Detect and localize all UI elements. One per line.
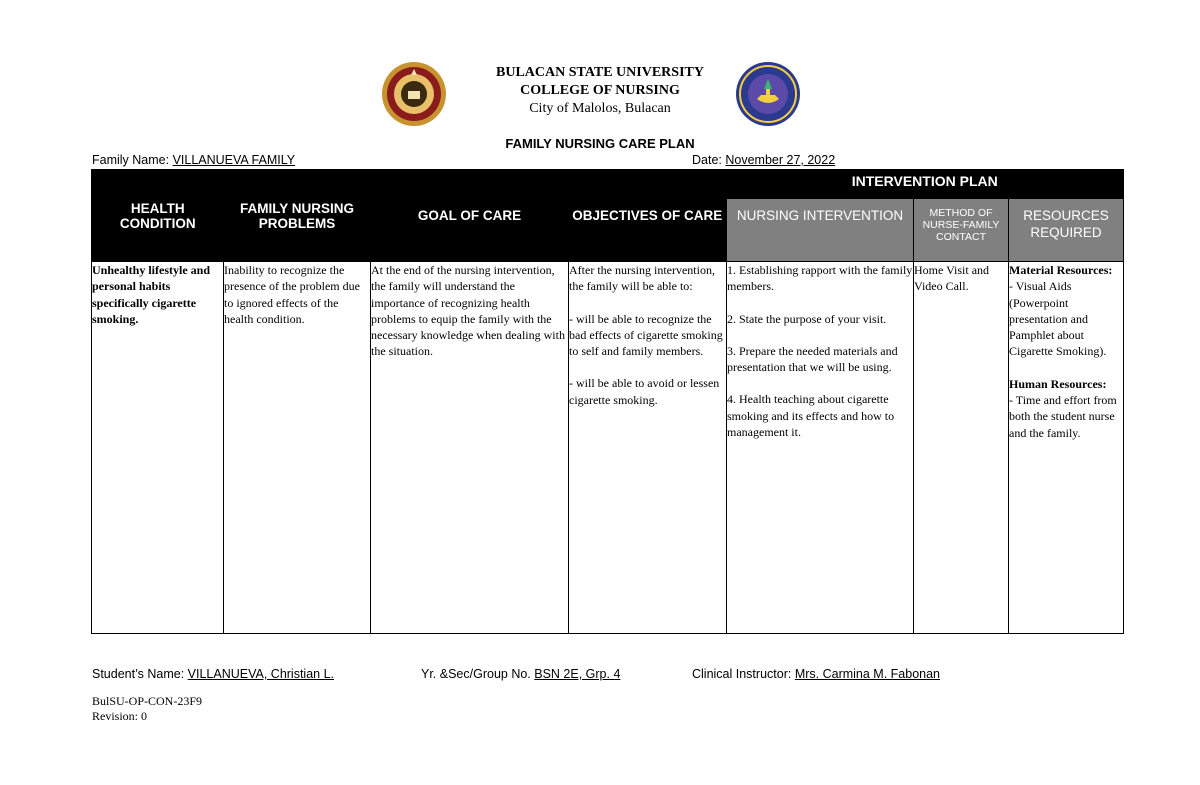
- document-code: BulSU-OP-CON-23F9: [92, 694, 203, 708]
- student-name-value: VILLANUEVA, Christian L.: [187, 667, 335, 681]
- objectives-intro: After the nursing intervention, the family will be able to:: [569, 263, 715, 294]
- student-name-label: Student’s Name:: [92, 667, 188, 681]
- intervention-item: 4. Health teaching about cigarette smoking and its effects and how to management it.: [727, 392, 895, 440]
- date-line: [692, 153, 835, 167]
- col-header-family-problems: FAMILY NURSING PROBLEMS: [224, 170, 371, 262]
- goal-cell: At the end of the nursing intervention, the family will understand the importance of recognizing health problems to equip the family with the necessary knowledge when dealing with the situation.: [371, 262, 569, 634]
- family-name-value: VILLANUEVA FAMILY: [172, 153, 296, 167]
- family-problems-cell: Inability to recognize the presence of the problem due to ignored effects of the health condition.: [224, 262, 371, 634]
- health-condition-cell: Unhealthy lifestyle and personal habits specifically cigarette smoking.: [92, 262, 224, 634]
- university-header: [0, 64, 1200, 118]
- col-header-method-of-contact: METHOD OF NURSE-FAMILY CONTACT: [914, 199, 1009, 262]
- col-header-nursing-intervention: NURSING INTERVENTION: [727, 199, 914, 262]
- resources-cell: [1009, 262, 1124, 634]
- city-name: City of Malolos, Bulacan: [529, 101, 671, 116]
- intervention-item: 2. State the purpose of your visit.: [727, 311, 887, 326]
- nursing-intervention-cell: [727, 262, 914, 634]
- year-section-line: [421, 667, 620, 681]
- student-name-line: [92, 667, 334, 681]
- intervention-item: 3. Prepare the needed materials and presentation that we will be using.: [727, 343, 898, 375]
- care-plan-table: [91, 169, 1124, 634]
- objective-item: - will be able to avoid or lessen cigarette smoking.: [569, 376, 720, 407]
- document-title: FAMILY NURSING CARE PLAN: [505, 136, 695, 151]
- revision-number: Revision: 0: [92, 709, 148, 723]
- intervention-plan-header: INTERVENTION PLAN: [727, 170, 1124, 199]
- col-header-health-condition: HEALTH CONDITION: [92, 170, 224, 262]
- human-resources-label: Human Resources:: [1009, 376, 1107, 391]
- col-header-resources: RESOURCES REQUIRED: [1009, 199, 1124, 262]
- university-name: BULACAN STATE UNIVERSITY: [496, 65, 704, 80]
- year-section-value: BSN 2E, Grp. 4: [534, 667, 621, 681]
- clinical-instructor-value: Mrs. Carmina M. Fabonan: [794, 667, 940, 681]
- date-value: November 27, 2022: [725, 153, 836, 167]
- method-of-contact-cell: Home Visit and Video Call.: [914, 262, 1009, 634]
- material-resources-label: Material Resources:: [1009, 263, 1113, 277]
- date-label: Date:: [692, 153, 726, 167]
- college-name: COLLEGE OF NURSING: [520, 83, 680, 98]
- clinical-instructor-label: Clinical Instructor:: [692, 667, 795, 681]
- material-resources-text: - Visual Aids (Powerpoint presentation and Pamphlet about Cigarette Smoking).: [1009, 279, 1107, 359]
- col-header-goal: GOAL OF CARE: [371, 170, 569, 262]
- human-resources-text: - Time and effort from both the student nurse and the family.: [1009, 393, 1117, 440]
- col-header-objectives: OBJECTIVES OF CARE: [569, 170, 727, 262]
- family-name-line: [92, 153, 295, 167]
- family-name-label: Family Name:: [92, 153, 173, 167]
- clinical-instructor-line: [692, 667, 940, 681]
- document-code-block: [92, 694, 202, 724]
- year-section-label: Yr. &Sec/Group No.: [421, 667, 535, 681]
- intervention-item: 1. Establishing rapport with the family members.: [727, 263, 913, 294]
- objectives-cell: [569, 262, 727, 634]
- objective-item: - will be able to recognize the bad effects of cigarette smoking to self and family members.: [569, 311, 723, 359]
